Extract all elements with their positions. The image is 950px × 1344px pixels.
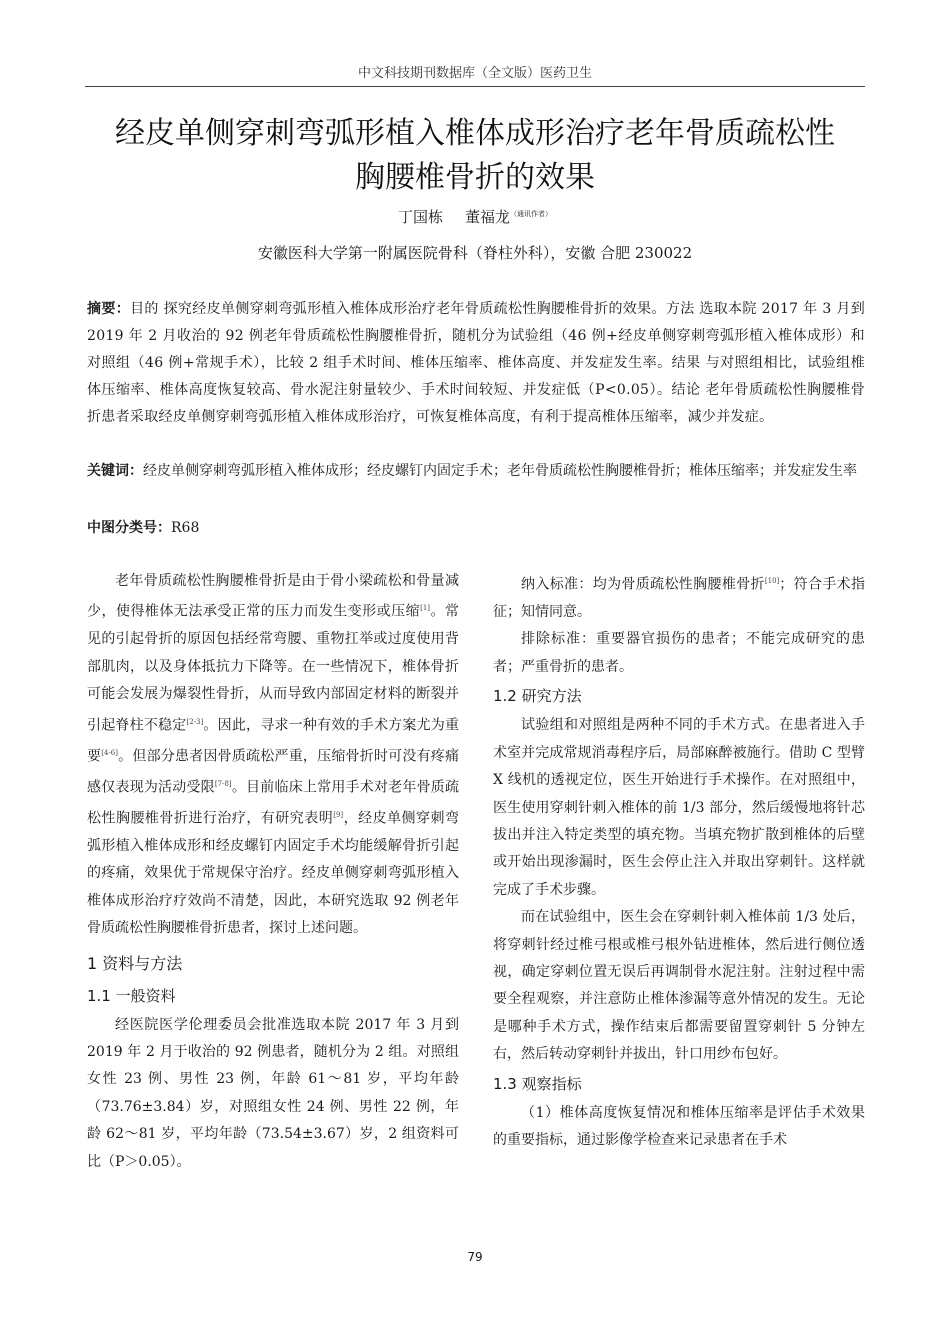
- section-heading-1-1: 1.1 一般资料: [87, 986, 176, 1005]
- clc-value: R68: [171, 520, 200, 536]
- right-column: [493, 568, 865, 1154]
- general-data-paragraph: 经医院医学伦理委员会批准选取本院 2017 年 3 月到 2019 年 2 月于收治的 92 例患者，随机分为 2 组。对照组女性 23 例、男性 23 例，年龄 61～81 岁，平均年龄（73.76±3.84）岁，对照组女性 24 例、男性 22 例，年龄 62～81 岁，平均年龄（73.54±3.67）岁，2 组资料可比（P＞0.05）。: [87, 1016, 459, 1170]
- keywords: [87, 458, 865, 485]
- citation-ref: [9]: [333, 810, 344, 819]
- intro-paragraph: [87, 568, 459, 943]
- page-number: 79: [467, 1250, 483, 1264]
- article-title: [60, 112, 890, 200]
- keywords-text: 经皮单侧穿刺弯弧形植入椎体成形；经皮螺钉内固定手术；老年骨质疏松性胸腰椎骨折；椎体压缩率；并发症发生率: [143, 463, 857, 479]
- citation-ref: [1]: [420, 604, 431, 613]
- corresponding-author-mark: （通讯作者）: [510, 210, 553, 218]
- exclusion-criteria: 排除标准：重要器官损伤的患者；不能完成研究的患者；严重骨折的患者。: [493, 631, 865, 675]
- affiliation: 安徽医科大学第一附属医院骨科（脊柱外科），安徽 合肥 230022: [257, 244, 693, 262]
- intro-text-1: 老年骨质疏松性胸腰椎骨折是由于骨小梁疏松和骨量减少，使得椎体无法承受正常的压力而发生变形或压缩: [87, 573, 459, 621]
- intro-text-4: 。但部分患者因骨质疏松严重，压缩骨折时可没有疼痛感仅表现为活动受限: [87, 748, 460, 796]
- title-line-2: 胸腰椎骨折的效果: [355, 160, 595, 195]
- method-paragraph-2: 而在试验组中，医生会在穿刺针刺入椎体前 1/3 处后，将穿刺针经过椎弓根或椎弓根外钻进椎体，然后进行侧位透视，确定穿刺位置无误后再调制骨水泥注射。注射过程中需要全程观察，并注意防止椎体渗漏等意外情况的发生。无论是哪种手术方式，操作结束后都需要留置穿刺针 5 分钟左右，然后转动穿刺针并拔出，针口用纱布包好。: [493, 909, 865, 1063]
- intro-text-6: ，经皮单侧穿刺弯弧形植入椎体成形和经皮螺钉内固定手术均能缓解骨折引起的疼痛，效果优于常规保守治疗。经皮单侧穿刺弯弧形植入椎体成形治疗疗效尚不清楚，因此，本研究选取 92 例老年骨质疏松性胸腰椎骨折患者，探讨上述问题。: [87, 810, 460, 937]
- citation-ref: [10]: [764, 577, 780, 585]
- intro-text-3: 。因此，寻求一种有效的手术方案尤为重要: [87, 717, 460, 765]
- authors: [85, 206, 865, 227]
- title-line-1: 经皮单侧穿刺弯弧形植入椎体成形治疗老年骨质疏松性: [115, 116, 835, 151]
- abstract-label: 摘要：: [87, 301, 131, 317]
- inclusion-criteria: [493, 568, 865, 626]
- intro-text-5: 。目前临床上常用手术对老年骨质疏松性胸腰椎骨折进行治疗，有研究表明: [87, 779, 460, 827]
- method-paragraph-1: 试验组和对照组是两种不同的手术方式。在患者进入手术室并完成常规消毒程序后，局部麻醉被施行。借助 C 型臂 X 线机的透视定位，医生开始进行手术操作。在对照组中，医生使用穿刺针刺入椎体的前 1/3 部分，然后缓慢地将针芯拔出并注入特定类型的填充物。当填充物扩散到椎体的后壁或开始出现渗漏时，医生会停止注入并取出穿刺针。这样就完成了手术步骤。: [493, 717, 865, 898]
- clc-label: 中图分类号：: [87, 520, 171, 536]
- abstract: [87, 296, 865, 431]
- left-column: [87, 568, 459, 1176]
- citation-ref: [4-6]: [101, 748, 118, 757]
- citation-ref: [2-3]: [186, 717, 204, 726]
- section-heading-1-2: 1.2 研究方法: [493, 687, 582, 706]
- abstract-text: 目的 探究经皮单侧穿刺弯弧形植入椎体成形治疗老年骨质疏松性胸腰椎骨折的效果。方法 选取本院 2017 年 3 月到 2019 年 2 月收治的 92 例老年骨质疏松性胸腰椎骨折，随机分为试验组（46 例+经皮单侧穿刺弯弧形植入椎体成形）和对照组（46 例+常规手术），比较 2 组手术时间、椎体压缩率、椎体高度、并发症发生率。结果 与对照组相比，试验组椎体压缩率、椎体高度恢复较高、骨水泥注射量较少、手术时间较短、并发症低（P<0.05）。结论 老年骨质疏松性胸腰椎骨折患者采取经皮单侧穿刺弯弧形植入椎体成形治疗，可恢复椎体高度，有利于提高椎体压缩率，减少并发症。: [87, 301, 865, 425]
- section-heading-1-3: 1.3 观察指标: [493, 1074, 582, 1093]
- keywords-label: 关键词：: [87, 463, 143, 479]
- author-2: 董福龙: [465, 208, 511, 226]
- author-1: 丁国栋: [397, 208, 443, 226]
- header-rule: [85, 86, 865, 87]
- observation-paragraph-1: （1）椎体高度恢复情况和椎体压缩率是评估手术效果的重要指标，通过影像学检查来记录患者在手术: [493, 1104, 865, 1148]
- journal-header: 中文科技期刊数据库（全文版）医药卫生: [357, 66, 592, 81]
- classification-number: [87, 515, 865, 542]
- inclusion-text-1: 纳入标准：均为骨质疏松性胸腰椎骨折: [521, 576, 765, 593]
- section-heading-1: 1 资料与方法: [87, 953, 183, 973]
- intro-text-2: 。常见的引起骨折的原因包括经常弯腰、重物扛举或过度使用背部肌肉，以及身体抵抗力下降等。在一些情况下，椎体骨折可能会发展为爆裂性骨折，从而导致内部固定材料的断裂并引起脊柱不稳定: [87, 604, 460, 734]
- citation-ref: [7-8]: [214, 779, 232, 788]
- inclusion-text-2: ；符合手术指征；知情同意。: [493, 576, 866, 621]
